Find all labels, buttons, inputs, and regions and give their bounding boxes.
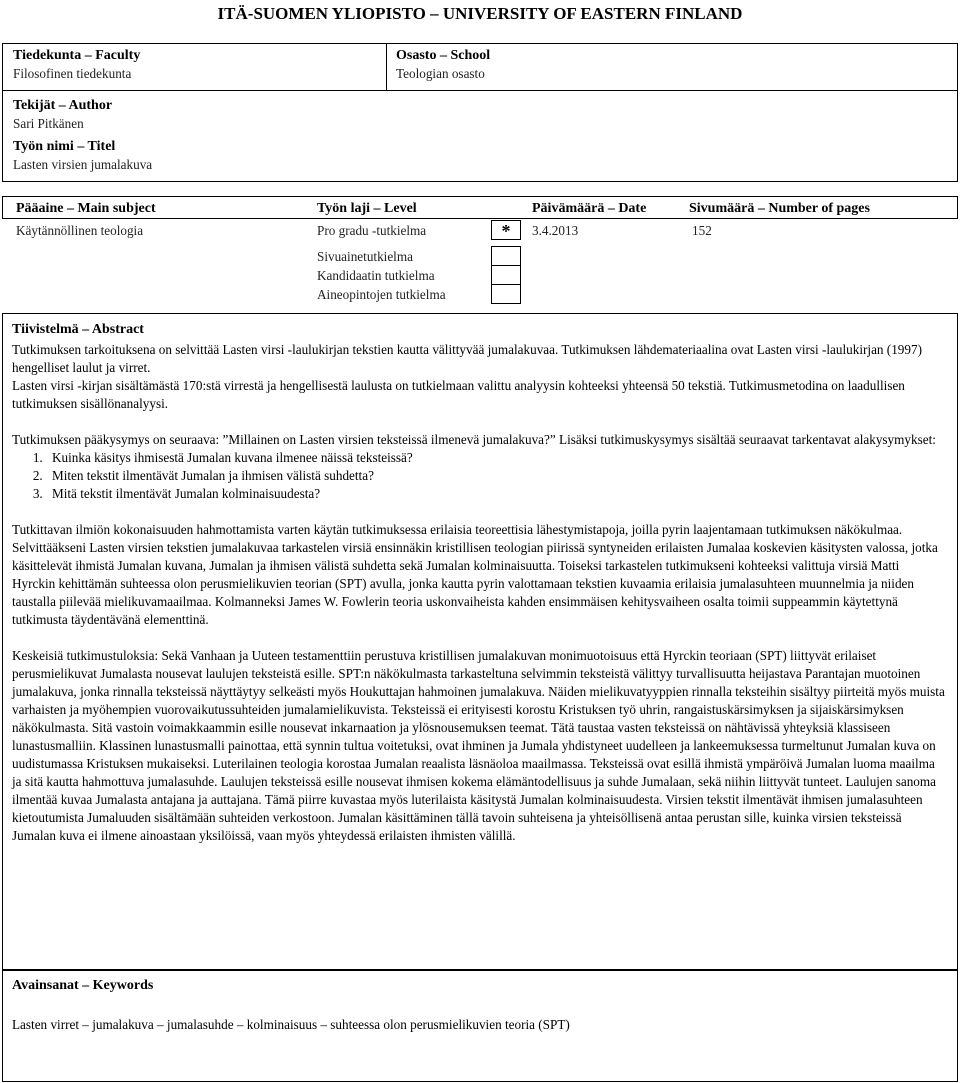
abstract-paragraph-5: Keskeisiä tutkimustuloksia: Sekä Vanhaan ja Uuteen testamenttiin perustuva kristillisen jumalakuvan monimuotoisuus että Hyrckin teoriaan (SPT) liittyvät erilaiset perusmielikuvat Jumalasta nousevat laulujen teksteistä esille. SPT:n näkökulmasta tarkasteltuna selvimmin teksteistä välittyy turvallisuutta heijastava Parantajan muotoinen jumalakuva, jonka rinnalla teksteissä näyttäytyy selkeästi myös Houkuttajan hahmoinen jumalakuva. Näiden mielikuvatyyppien rinnalla teksteihin sisältyy piirteitä myös muista varhaisten ja myöhempien vuorovaikutussuhteiden jumalamielikuvista. Teksteissä ei erityisesti korostu Kristuksen työ uhrin, rangaistuskärsimyksen ja sijaiskärsimyksen näkökulmasta. Sitä vastoin voimakkaammin esille nousevat inkarnaation ja ylösnousemuksen teemat. Tätä taustaa vasten teksteissä on nähtävissä yhteyksiä klassiseen lunastusmalliin. Klassinen lunastusmalli painottaa, että synnin tultua voitetuksi, ovat ihminen ja Jumala yhdistyneet uudelleen ja lankeemuksessa turmeltunut Jumalan kuva on uudistumassa Kristuksen mukaiseksi. Luterilainen teologia korostaa Jumalan reaalista läsnäoloa maailmassa. Teksteissä ovat esillä ihmistä ympäröivä Jumalan luoma maailma ja sitä kautta hahmottuva jumalasuhde. Laulujen teksteissä esille nousevat ihmisen kokema elämäntodellisuus ja suhde Jumalaan, sekä niihin liittyvät tunteet. Laulujen sanoma ilmentää kuvaa Jumalasta antajana ja auttajana. Tämä piirre kuvastaa myös luterilaista käsitystä Jumalan kolminaisuudesta. Virsien tekstit ilmentävät ihmisen jumalasuhteen kietoutumista Jumaluuden sisältämään suhteiden verkostoon. Jumalan käsittäminen tällä tavoin suhteisena ja yhteisöllisenä antaa perustan sille, kuinka virsien teksteissä Jumalan kuva ei ilmene ainoastaan yksilöissä, vaan myös yhteydessä erilaisten ihmisten välillä. <box>12 648 945 843</box>
keywords-label: Avainsanat – Keywords <box>12 978 154 993</box>
research-question: 3. Mitä tekstit ilmentävät Jumalan kolminaisuudesta? <box>46 485 945 503</box>
faculty-school-box <box>2 43 958 91</box>
subject-level-box <box>2 196 958 309</box>
level-label: Työn laji – Level <box>317 201 417 216</box>
main-subject-label: Pääaine – Main subject <box>16 201 156 216</box>
author-title-box <box>2 90 958 182</box>
keywords-box <box>2 970 958 1082</box>
level-option-pro-gradu: Pro gradu -tutkielma <box>317 223 427 238</box>
abstract-paragraph-2: Lasten virsi -kirjan sisältämästä 170:stä virrestä ja hengellisestä laulusta on tutkielmaan valittu analyysin kohteeksi yhteensä 50 tekstiä. Tutkimusmetodina on laadullisen tutkimuksen sisällönanalyysi. <box>12 378 905 411</box>
date-label: Päivämäärä – Date <box>532 201 647 216</box>
abstract-paragraph-1: Tutkimuksen tarkoituksena on selvittää Lasten virsi -laulukirjan tekstien kautta välittyvää jumalakuvaa. Tutkimuksen lähdemateriaalina ovat Lasten virsi -laulukirjan (1997) hengelliset laulut ja virret. <box>12 342 922 375</box>
research-question: 2. Miten tekstit ilmentävät Jumalan ja ihmisen välistä suhdetta? <box>46 467 945 485</box>
author-value: Sari Pitkänen <box>13 116 84 131</box>
date-value: 3.4.2013 <box>532 223 579 238</box>
pages-value: 152 <box>692 223 712 238</box>
abstract-label: Tiivistelmä – Abstract <box>12 322 144 337</box>
abstract-paragraph-4: Tutkittavan ilmiön kokonaisuuden hahmottamista varten käytän tutkimuksessa erilaisia teoreettisia lähestymistapoja, joilla pyrin laajentamaan tutkimuksen näkökulmaa. Selvittääkseni Lasten virsien tekstien jumalakuvaa tarkastelen virsiä ensinnäkin kristillisen teologian piirissä syntyneiden erilaisten Jumalaa koskevien käsitysten valossa, jotka käsittelevät ihmistä Jumalan kuvana, Jumalan ja ihmisen välistä suhdetta sekä Jumalan kolminaisuutta. Toiseksi tarkastelen tutkimukseni kohteeksi valittuja virsiä Matti Hyrckin kehittämän suhteessa olon perusmielikuvien teorian (SPT) avulla, jonka kautta pyrin valottamaan tekstien kuvaamia erilaisia jumalasuhteen muunnelmia ja niiden taustalla piilevää mielikuvamaailmaa. Kolmanneksi James W. Fowlerin teoria uskonvaiheista kahden ensimmäisen kehitysvaiheen osalta toimii suppeammin käytettynä tutkimusta täydentävänä elementtinä. <box>12 522 938 627</box>
university-heading: ITÄ-SUOMEN YLIOPISTO – UNIVERSITY OF EASTERN FINLAND <box>217 4 743 23</box>
author-label: Tekijät – Author <box>13 98 113 113</box>
abstract-box <box>2 313 958 970</box>
research-questions-list <box>12 449 945 503</box>
pages-label: Sivumäärä – Number of pages <box>689 201 870 216</box>
school-value: Teologian osasto <box>396 66 485 81</box>
faculty-label: Tiedekunta – Faculty <box>13 48 141 63</box>
level-checkbox-pro-gradu[interactable]: * <box>491 220 521 240</box>
title-value: Lasten virsien jumalakuva <box>13 157 153 172</box>
faculty-value: Filosofinen tiedekunta <box>13 66 132 81</box>
title-label: Työn nimi – Titel <box>13 139 116 154</box>
faculty-school-divider <box>386 44 387 90</box>
level-checkbox-aineopinnot[interactable] <box>491 284 521 304</box>
school-label: Osasto – School <box>396 48 491 63</box>
level-checkbox-sivuaine[interactable] <box>491 246 521 266</box>
abstract-paragraph-3: Tutkimuksen pääkysymys on seuraava: ”Millainen on Lasten virsien teksteissä ilmenevä jumalakuva?” Lisäksi tutkimuskysymys sisältää seuraavat tarkentavat alakysymykset: <box>12 432 936 447</box>
level-checkbox-kandidaatti[interactable] <box>491 265 521 285</box>
research-question: 1. Kuinka käsitys ihmisestä Jumalan kuvana ilmenee näissä teksteissä? <box>46 449 945 467</box>
keywords-value: Lasten virret – jumalakuva – jumalasuhde – kolminaisuus – suhteessa olon perusmielikuvien teoria (SPT) <box>12 1017 570 1032</box>
level-option-sivuaine: Sivuainetutkielma <box>317 249 413 264</box>
main-subject-value: Käytännöllinen teologia <box>16 223 144 238</box>
level-option-kandidaatti: Kandidaatin tutkielma <box>317 268 435 283</box>
level-option-aineopinnot: Aineopintojen tutkielma <box>317 287 446 302</box>
